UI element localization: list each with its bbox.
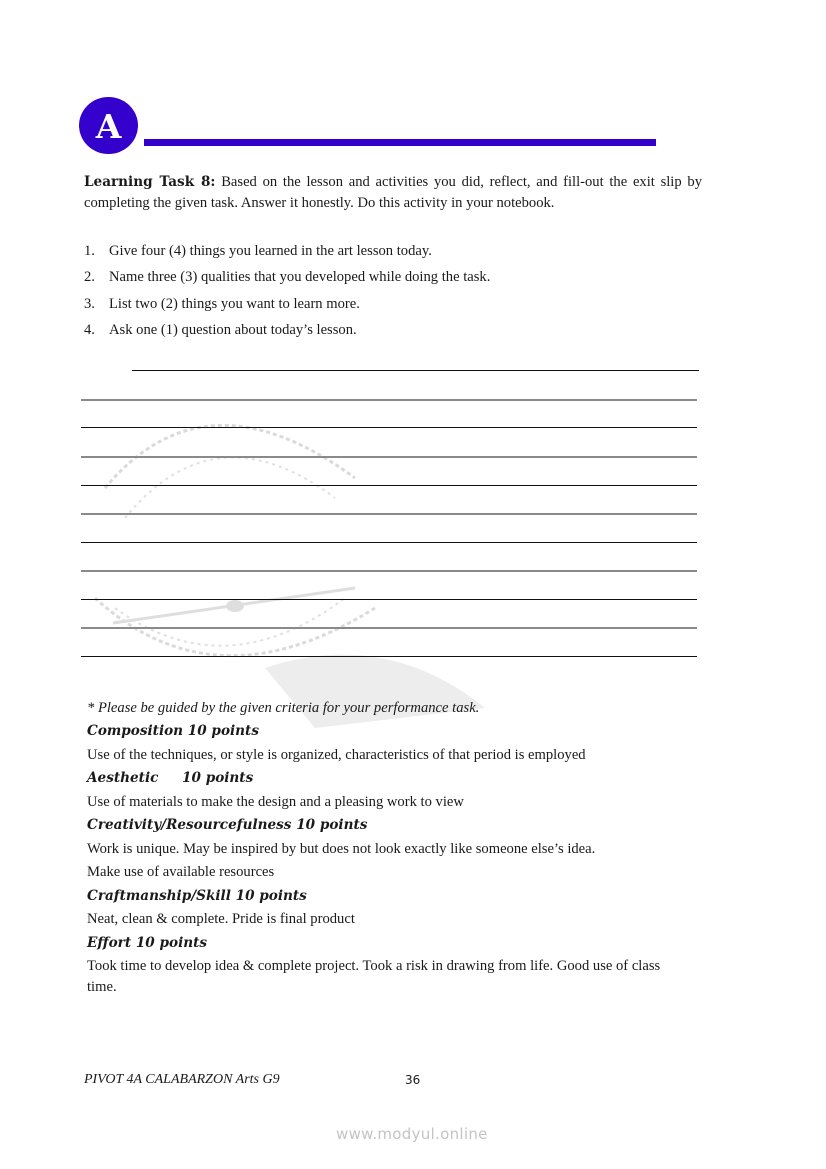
section-header-bar [144, 139, 656, 146]
answer-line [81, 399, 697, 401]
criterion-description: Make use of available resources [87, 864, 275, 880]
task-step: 2. Name three (3) qualities that you developed while doing the task. [84, 269, 491, 286]
criterion-heading: Craftmanship/Skill 10 points [87, 887, 307, 904]
answer-line [81, 656, 697, 657]
task-title: Learning Task 8: [84, 174, 216, 190]
criterion-description: Work is unique. May be inspired by but does not look exactly like someone else’s idea. [87, 840, 596, 857]
task-steps-list [84, 240, 702, 345]
answer-line [81, 542, 697, 543]
answer-line [81, 570, 697, 572]
task-step: 1. Give four (4) things you learned in the art lesson today. [84, 243, 432, 259]
answer-line [81, 627, 697, 629]
site-watermark: www.modyul.online [336, 1125, 488, 1143]
task-intro [84, 172, 702, 214]
criterion-description: Took time to develop idea & complete project. Took a risk in drawing from life. Good use of class time. [87, 958, 661, 995]
criterion-description: Use of materials to make the design and a pleasing work to view [87, 793, 464, 810]
answer-line [81, 456, 697, 458]
performance-criteria [87, 698, 707, 1000]
answer-line [81, 599, 697, 600]
answer-line [81, 513, 697, 515]
task-step: 3. List two (2) things you want to learn more. [84, 295, 360, 312]
criterion-heading: Effort 10 points [87, 934, 208, 951]
answer-line [132, 370, 699, 371]
module-footer: PIVOT 4A CALABARZON Arts G9 [84, 1072, 280, 1087]
section-letter: A [95, 107, 122, 146]
criterion-heading: Composition 10 points [87, 723, 259, 739]
section-badge [79, 97, 138, 154]
answer-line [81, 485, 697, 486]
deped-seal-watermark [85, 378, 505, 728]
task-instructions: Based on the lesson and activities you did, reflect, and fill-out the exit slip by completing the given task. Answer it honestly. Do this activity in your notebook. [84, 174, 702, 211]
criterion-description: Use of the techniques, or style is organized, characteristics of that period is employed [87, 746, 586, 763]
criterion-heading: Aesthetic 10 points [87, 770, 254, 786]
criterion-heading: Creativity/Resourcefulness 10 points [87, 817, 368, 833]
criterion-description: Neat, clean & complete. Pride is final product [87, 911, 355, 927]
criteria-note: * Please be guided by the given criteria for your performance task. [87, 700, 480, 716]
answer-line [81, 427, 697, 428]
page-number: 36 [405, 1073, 421, 1087]
task-step: 4. Ask one (1) question about today’s lesson. [84, 321, 357, 338]
